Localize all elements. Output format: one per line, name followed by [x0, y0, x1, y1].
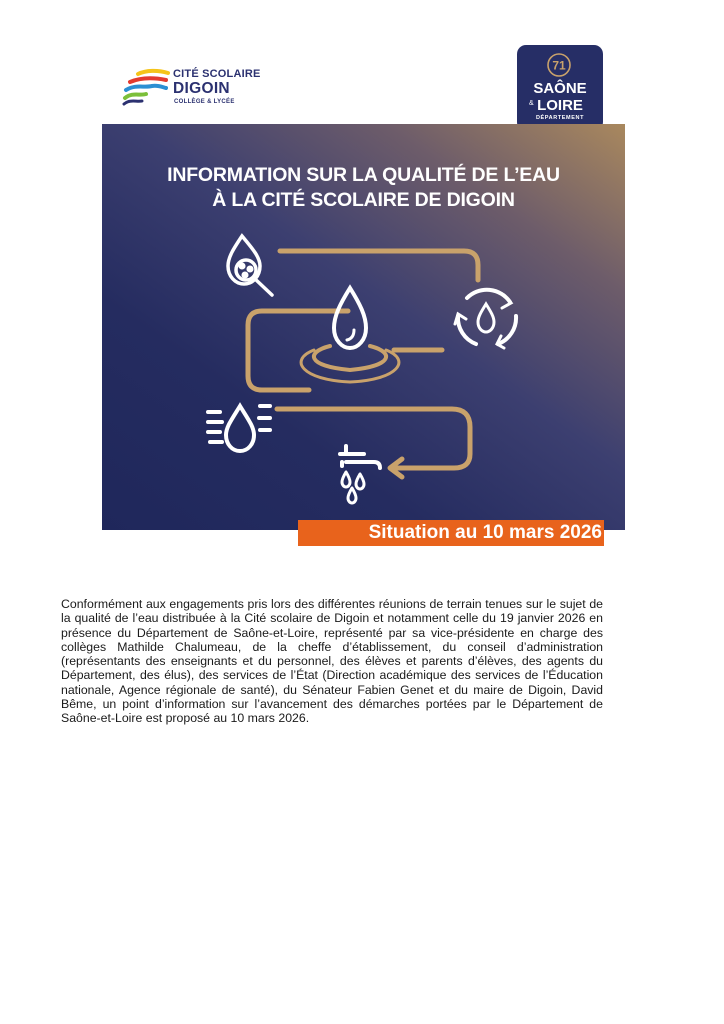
- water-analysis-icon: [228, 236, 272, 295]
- cite-scolaire-logo: [122, 66, 282, 114]
- banner-title-line-1: INFORMATION SUR LA QUALITÉ DE L’EAU: [167, 164, 560, 186]
- department-number: 71: [552, 58, 566, 73]
- logo-saone: SAÔNE: [533, 80, 587, 97]
- logo-line-1: CITÉ SCOLAIRE: [173, 68, 261, 80]
- cite-scolaire-emblem-icon: [122, 68, 170, 108]
- logo-line-2: DIGOIN: [173, 80, 230, 97]
- body-paragraph: Conformément aux engagements pris lors des différentes réunions de terrain tenues sur le sujet de la qualité de l’eau distribuée à la Cité scolaire de Digoin et notamment celle du 19 janvier 2026 en présence du Département de Saône-et-Loire, représenté par sa vice-présidente en charge des collèges Mathilde Chalumeau, de la cheffe d’établissement, du conseil d’administration (représentants des enseignants et du personnel, des élèves et parents d’élèves, des agents du Département, des élus), des services de l’État (Direction académique des services de l’Éducation nationale, Agence régionale de santé), du Sénateur Fabien Genet et du maire de Digoin, David Bême, un point d’information sur l’avancement des démarches portées par le Département de Saône-et-Loire est proposé au 10 mars 2026.: [61, 597, 603, 726]
- water-pressure-icon: [208, 406, 270, 451]
- banner-title: [102, 163, 625, 213]
- recycle-water-icon: [455, 290, 516, 348]
- logo-loire: LOIRE: [537, 97, 583, 114]
- logo-amp: &: [529, 100, 534, 107]
- central-water-drop-icon: [301, 288, 399, 382]
- saone-loire-logo: [517, 45, 603, 131]
- hero-banner: [102, 124, 625, 530]
- logo-line-3: COLLÈGE & LYCÉE: [174, 99, 235, 105]
- faucet-icon: [340, 446, 380, 503]
- banner-title-line-2: À LA CITÉ SCOLAIRE DE DIGOIN: [212, 189, 515, 211]
- logo-departement: DÉPARTEMENT: [535, 115, 585, 121]
- situation-badge: Situation au 10 mars 2026: [298, 520, 604, 546]
- department-number-icon: [546, 52, 572, 78]
